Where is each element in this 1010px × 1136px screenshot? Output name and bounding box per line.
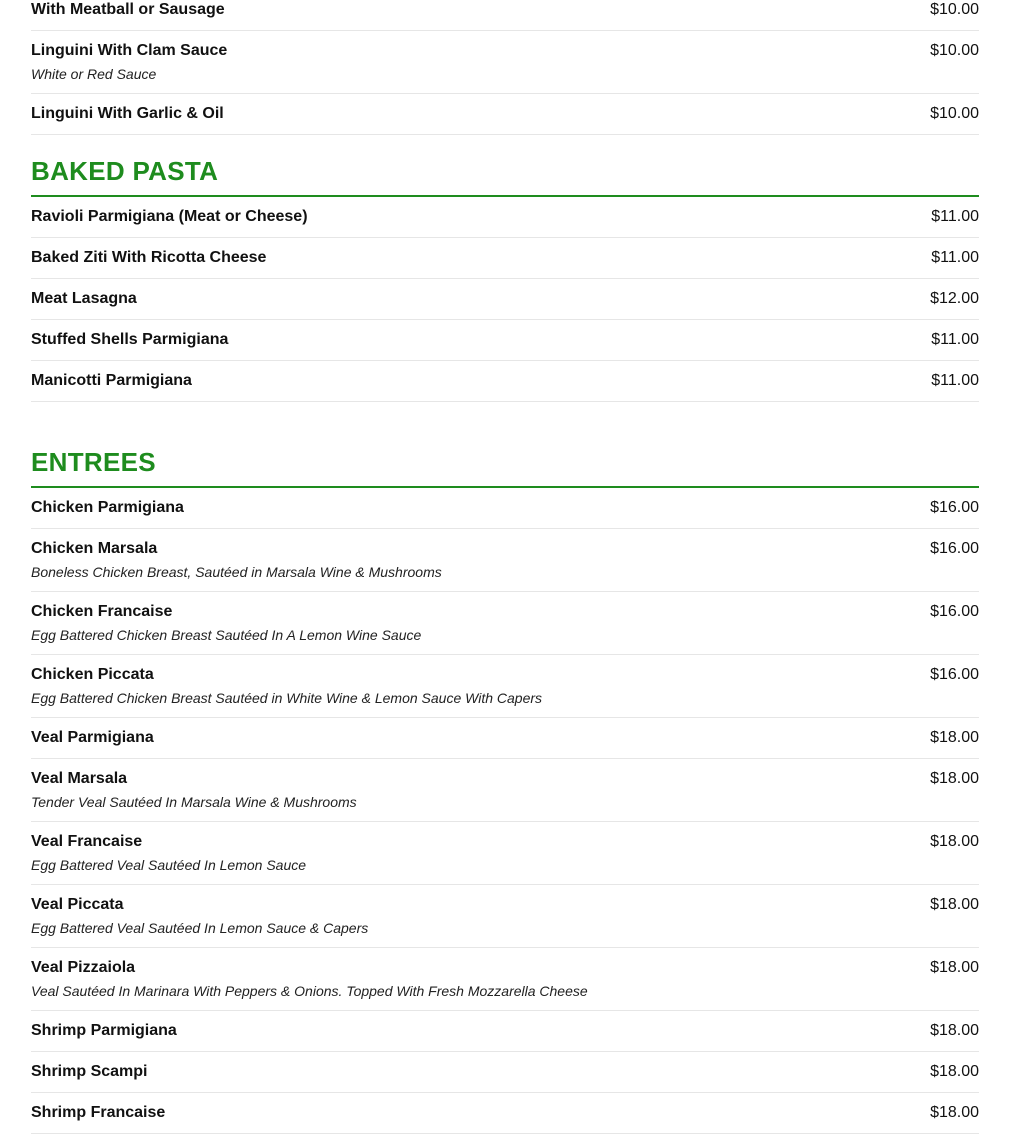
menu-item [31, 885, 979, 948]
item-name: Baked Ziti With Ricotta Cheese [31, 249, 267, 266]
item-price: $11.00 [931, 372, 979, 389]
item-price: $16.00 [930, 603, 979, 620]
item-name: Stuffed Shells Parmigiana [31, 331, 229, 348]
item-name: Ravioli Parmigiana (Meat or Cheese) [31, 208, 308, 225]
item-name: Shrimp Parmigiana [31, 1022, 177, 1039]
item-name: Shrimp Francaise [31, 1104, 166, 1121]
item-name: Linguini With Garlic & Oil [31, 105, 224, 122]
item-price: $18.00 [930, 1104, 979, 1121]
item-price: $10.00 [930, 42, 979, 59]
item-description: White or Red Sauce [31, 66, 157, 82]
baked-pasta-list [31, 197, 979, 402]
item-price: $18.00 [930, 896, 979, 913]
item-name: Shrimp Scampi [31, 1063, 148, 1080]
item-price: $18.00 [930, 1063, 979, 1080]
item-name: Veal Pizzaiola [31, 959, 136, 976]
item-price: $16.00 [930, 666, 979, 683]
item-description: Egg Battered Chicken Breast Sautéed In A Lemon Wine Sauce [31, 627, 422, 643]
item-price: $10.00 [930, 105, 979, 122]
menu-item [31, 238, 979, 279]
menu-item [31, 197, 979, 238]
menu-item [31, 1052, 979, 1093]
item-price: $11.00 [931, 331, 979, 348]
item-price: $18.00 [930, 833, 979, 850]
item-price: $18.00 [930, 729, 979, 746]
menu-item [31, 655, 979, 718]
item-description: Boneless Chicken Breast, Sautéed in Marsala Wine & Mushrooms [31, 564, 442, 580]
item-name: Veal Piccata [31, 896, 124, 913]
menu-item [31, 488, 979, 529]
item-name: Meat Lasagna [31, 290, 137, 307]
item-name: Veal Francaise [31, 833, 143, 850]
menu-item [31, 1093, 979, 1134]
menu-item [31, 592, 979, 655]
item-name: Chicken Francaise [31, 603, 173, 620]
item-name: Linguini With Clam Sauce [31, 42, 228, 59]
item-price: $16.00 [930, 499, 979, 516]
item-description: Tender Veal Sautéed In Marsala Wine & Mushrooms [31, 794, 357, 810]
menu-item [31, 361, 979, 402]
section-title-baked-pasta: BAKED PASTA [31, 155, 979, 197]
item-name: Chicken Piccata [31, 666, 154, 683]
item-description: Egg Battered Chicken Breast Sautéed in White Wine & Lemon Sauce With Capers [31, 690, 543, 706]
item-name: Chicken Parmigiana [31, 499, 184, 516]
menu-item [31, 529, 979, 592]
menu-item [31, 94, 979, 135]
item-price: $11.00 [931, 249, 979, 266]
menu-item [31, 759, 979, 822]
item-description: Egg Battered Veal Sautéed In Lemon Sauce & Capers [31, 920, 369, 936]
item-price: $18.00 [930, 770, 979, 787]
menu-item [31, 0, 979, 31]
entrees-list [31, 488, 979, 1134]
item-price: $10.00 [930, 1, 979, 18]
item-description: Egg Battered Veal Sautéed In Lemon Sauce [31, 857, 307, 873]
item-name: Veal Parmigiana [31, 729, 154, 746]
menu [31, 0, 979, 1134]
section-title-entrees: ENTREES [31, 446, 979, 488]
item-description: Veal Sautéed In Marinara With Peppers & Onions. Topped With Fresh Mozzarella Cheese [31, 983, 588, 999]
menu-item [31, 718, 979, 759]
menu-item [31, 822, 979, 885]
item-name: Chicken Marsala [31, 540, 158, 557]
item-name: Manicotti Parmigiana [31, 372, 192, 389]
item-price: $16.00 [930, 540, 979, 557]
top-items-list [31, 0, 979, 135]
item-price: $18.00 [930, 1022, 979, 1039]
item-price: $11.00 [931, 208, 979, 225]
item-price: $18.00 [930, 959, 979, 976]
menu-item [31, 1011, 979, 1052]
menu-item [31, 948, 979, 1011]
item-name: Veal Marsala [31, 770, 128, 787]
menu-item [31, 31, 979, 94]
item-name: With Meatball or Sausage [31, 1, 225, 18]
item-price: $12.00 [930, 290, 979, 307]
menu-item [31, 320, 979, 361]
menu-item [31, 279, 979, 320]
